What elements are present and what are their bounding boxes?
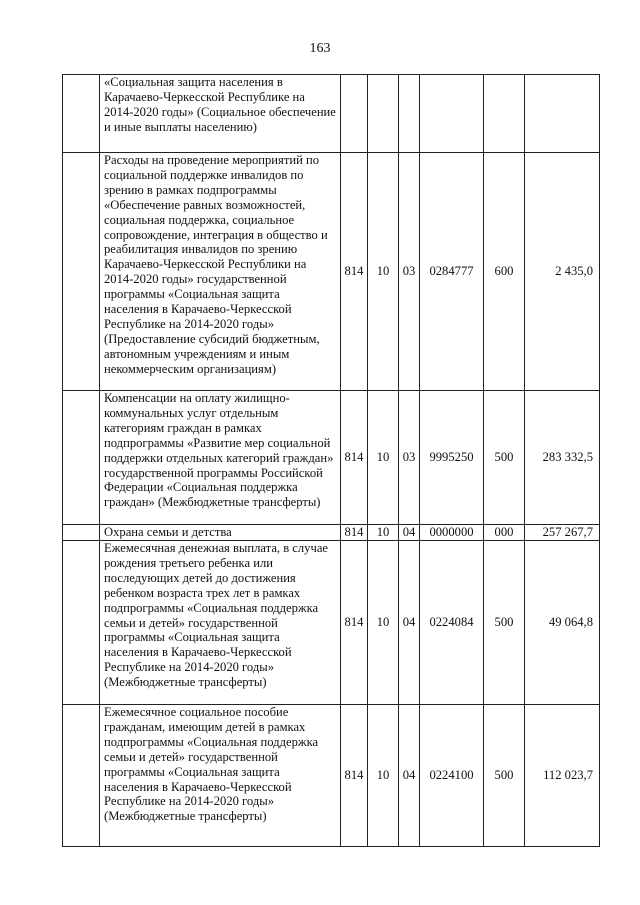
subsection-cell: 04 (399, 525, 420, 541)
target-code-cell: 0224100 (420, 705, 484, 847)
table-row (63, 75, 600, 153)
target-code-cell: 0284777 (420, 153, 484, 391)
expense-type-cell: 500 (484, 705, 525, 847)
row-number-cell (63, 705, 100, 847)
ministry-cell: 814 (341, 525, 368, 541)
row-number-cell (63, 153, 100, 391)
subsection-cell: 03 (399, 391, 420, 525)
description-cell (100, 391, 341, 525)
amount-cell: 112 023,7 (525, 705, 600, 847)
expense-type-cell: 600 (484, 153, 525, 391)
expense-type-cell: 500 (484, 391, 525, 525)
ministry-cell: 814 (341, 705, 368, 847)
budget-table (62, 74, 600, 847)
target-code-cell: 0224084 (420, 541, 484, 705)
section-cell: 10 (368, 541, 399, 705)
amount-cell: 257 267,7 (525, 525, 600, 541)
section-cell (368, 75, 399, 153)
subsection-cell (399, 75, 420, 153)
section-cell: 10 (368, 391, 399, 525)
description-cell (100, 541, 341, 705)
subsection-cell: 04 (399, 705, 420, 847)
amount-cell: 49 064,8 (525, 541, 600, 705)
section-cell: 10 (368, 705, 399, 847)
row-number-cell (63, 525, 100, 541)
target-code-cell: 0000000 (420, 525, 484, 541)
ministry-cell: 814 (341, 153, 368, 391)
expense-type-cell: 500 (484, 541, 525, 705)
ministry-cell (341, 75, 368, 153)
table-row (63, 541, 600, 705)
table-row (63, 153, 600, 391)
ministry-cell: 814 (341, 541, 368, 705)
row-number-cell (63, 541, 100, 705)
description-cell (100, 75, 341, 153)
description-cell (100, 153, 341, 391)
expense-type-cell: 000 (484, 525, 525, 541)
description-text: Расходы на проведение мероприятий по социальной поддержке инвалидов по зрению в рамках подпрограммы «Обеспечение равных возможностей, социальная поддержка, социальное сопровождение, интеграция в общество и реабилитация инвалидов по зрению Карачаево-Черкесской Республики на 2014-2020 годы» государственной программы «Социальная защита населения в Карачаево-Черкесской Республике на 2014-2020 годы» (Предоставление субсидий бюджетным, автономным учреждениям и иным некоммерческим организациям) (104, 153, 328, 376)
description-text: Охрана семьи и детства (104, 525, 232, 539)
description-cell (100, 525, 341, 541)
subsection-cell: 03 (399, 153, 420, 391)
amount-cell (525, 75, 600, 153)
table-row (63, 525, 600, 541)
description-cell (100, 705, 341, 847)
description-text: Компенсации на оплату жилищно-коммунальных услуг отдельным категориям граждан в рамках подпрограммы «Развитие мер социальной поддержки отдельных категорий граждан» государственной программы Российской Федерации «Социальная поддержка граждан» (Межбюджетные трансферты) (104, 391, 334, 510)
description-text: Ежемесячная денежная выплата, в случае рождения третьего ребенка или последующих детей до достижения ребенком возраста трех лет в рамках подпрограммы «Социальная поддержка семьи и детей» государственной программы «Социальная защита населения в Карачаево-Черкесской Республике на 2014-2020 годы» (Межбюджетные трансферты) (104, 541, 328, 690)
expense-type-cell (484, 75, 525, 153)
target-code-cell (420, 75, 484, 153)
subsection-cell: 04 (399, 541, 420, 705)
target-code-cell: 9995250 (420, 391, 484, 525)
table-row (63, 391, 600, 525)
section-cell: 10 (368, 525, 399, 541)
row-number-cell (63, 75, 100, 153)
row-number-cell (63, 391, 100, 525)
amount-cell: 283 332,5 (525, 391, 600, 525)
page-number: 163 (309, 41, 331, 56)
ministry-cell: 814 (341, 391, 368, 525)
section-cell: 10 (368, 153, 399, 391)
description-text: «Социальная защита населения в Карачаево-Черкесской Республике на 2014-2020 годы» (Социальное обеспечение и иные выплаты населению) (104, 75, 336, 134)
description-text: Ежемесячное социальное пособие гражданам, имеющим детей в рамках подпрограммы «Социальная поддержка семьи и детей» государственной программы «Социальная защита населения в Карачаево-Черкесской Республике на 2014-2020 годы» (Межбюджетные трансферты) (104, 705, 319, 824)
table-row (63, 705, 600, 847)
amount-cell: 2 435,0 (525, 153, 600, 391)
